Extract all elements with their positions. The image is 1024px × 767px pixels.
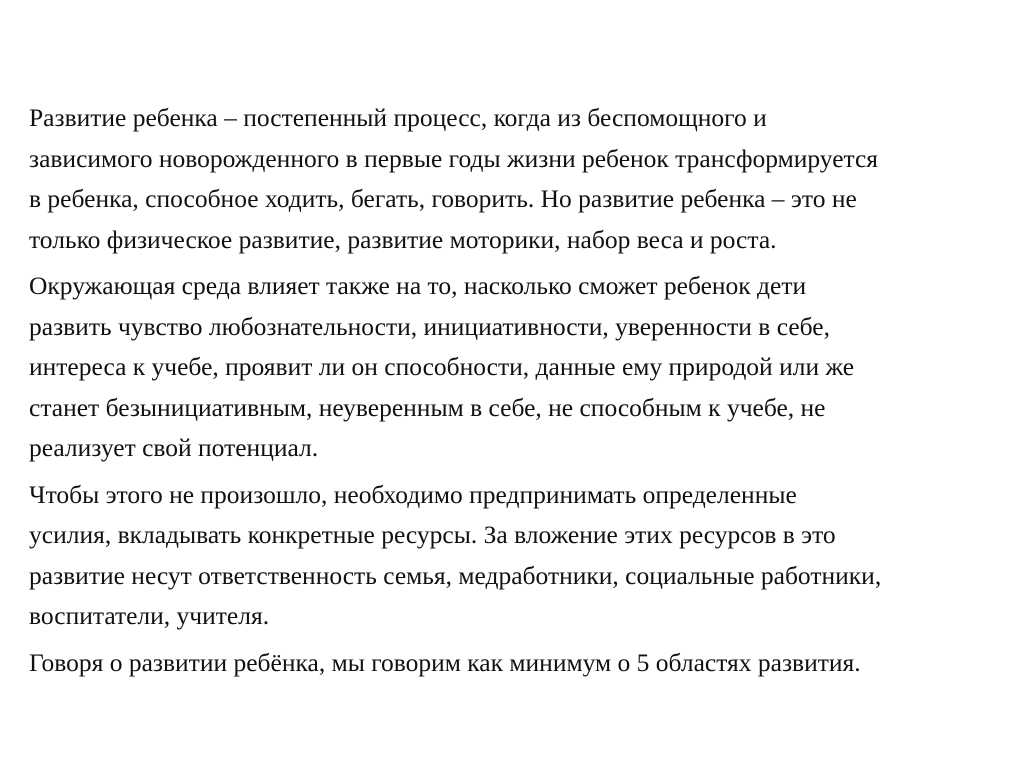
slide-text-body bbox=[29, 98, 1004, 689]
paragraph-2 bbox=[29, 266, 1004, 469]
paragraph-line: станет безынициативным, неуверенным в себе, не способным к учебе, не bbox=[29, 392, 826, 422]
paragraph-line: Говоря о развитии ребёнка, мы говорим как минимум о 5 областях развития. bbox=[29, 647, 861, 677]
paragraph-line: в ребенка, способное ходить, бегать, говорить. Но развитие ребенка – это не bbox=[29, 184, 857, 213]
paragraph-line: зависимого новорожденного в первые годы жизни ребенок трансформируется bbox=[29, 143, 879, 173]
paragraph-line: интереса к учебе, проявит ли он способности, данные ему природой или же bbox=[29, 352, 855, 381]
paragraph-4 bbox=[29, 643, 1004, 684]
paragraph-line: усилия, вкладывать конкретные ресурсы. За вложение этих ресурсов в это bbox=[29, 520, 836, 549]
paragraph-line: Чтобы этого не произошло, необходимо предпринимать определенные bbox=[29, 479, 797, 509]
paragraph-line: реализует свой потенциал. bbox=[29, 433, 319, 462]
paragraph-line: воспитатели, учителя. bbox=[29, 601, 270, 630]
paragraph-line: Развитие ребенка – постепенный процесс, когда из беспомощного и bbox=[29, 103, 767, 132]
paragraph-line: развитие несут ответственность семья, медработники, социальные работники, bbox=[29, 560, 882, 590]
paragraph-line: только физическое развитие, развитие моторики, набор веса и роста. bbox=[29, 224, 777, 254]
paragraph-line: развить чувство любознательности, инициативности, уверенности в себе, bbox=[29, 311, 830, 341]
paragraph-3 bbox=[29, 475, 1004, 637]
paragraph-line: Окружающая среда влияет также на то, насколько сможет ребенок дети bbox=[29, 271, 807, 300]
paragraph-1 bbox=[29, 98, 1004, 260]
